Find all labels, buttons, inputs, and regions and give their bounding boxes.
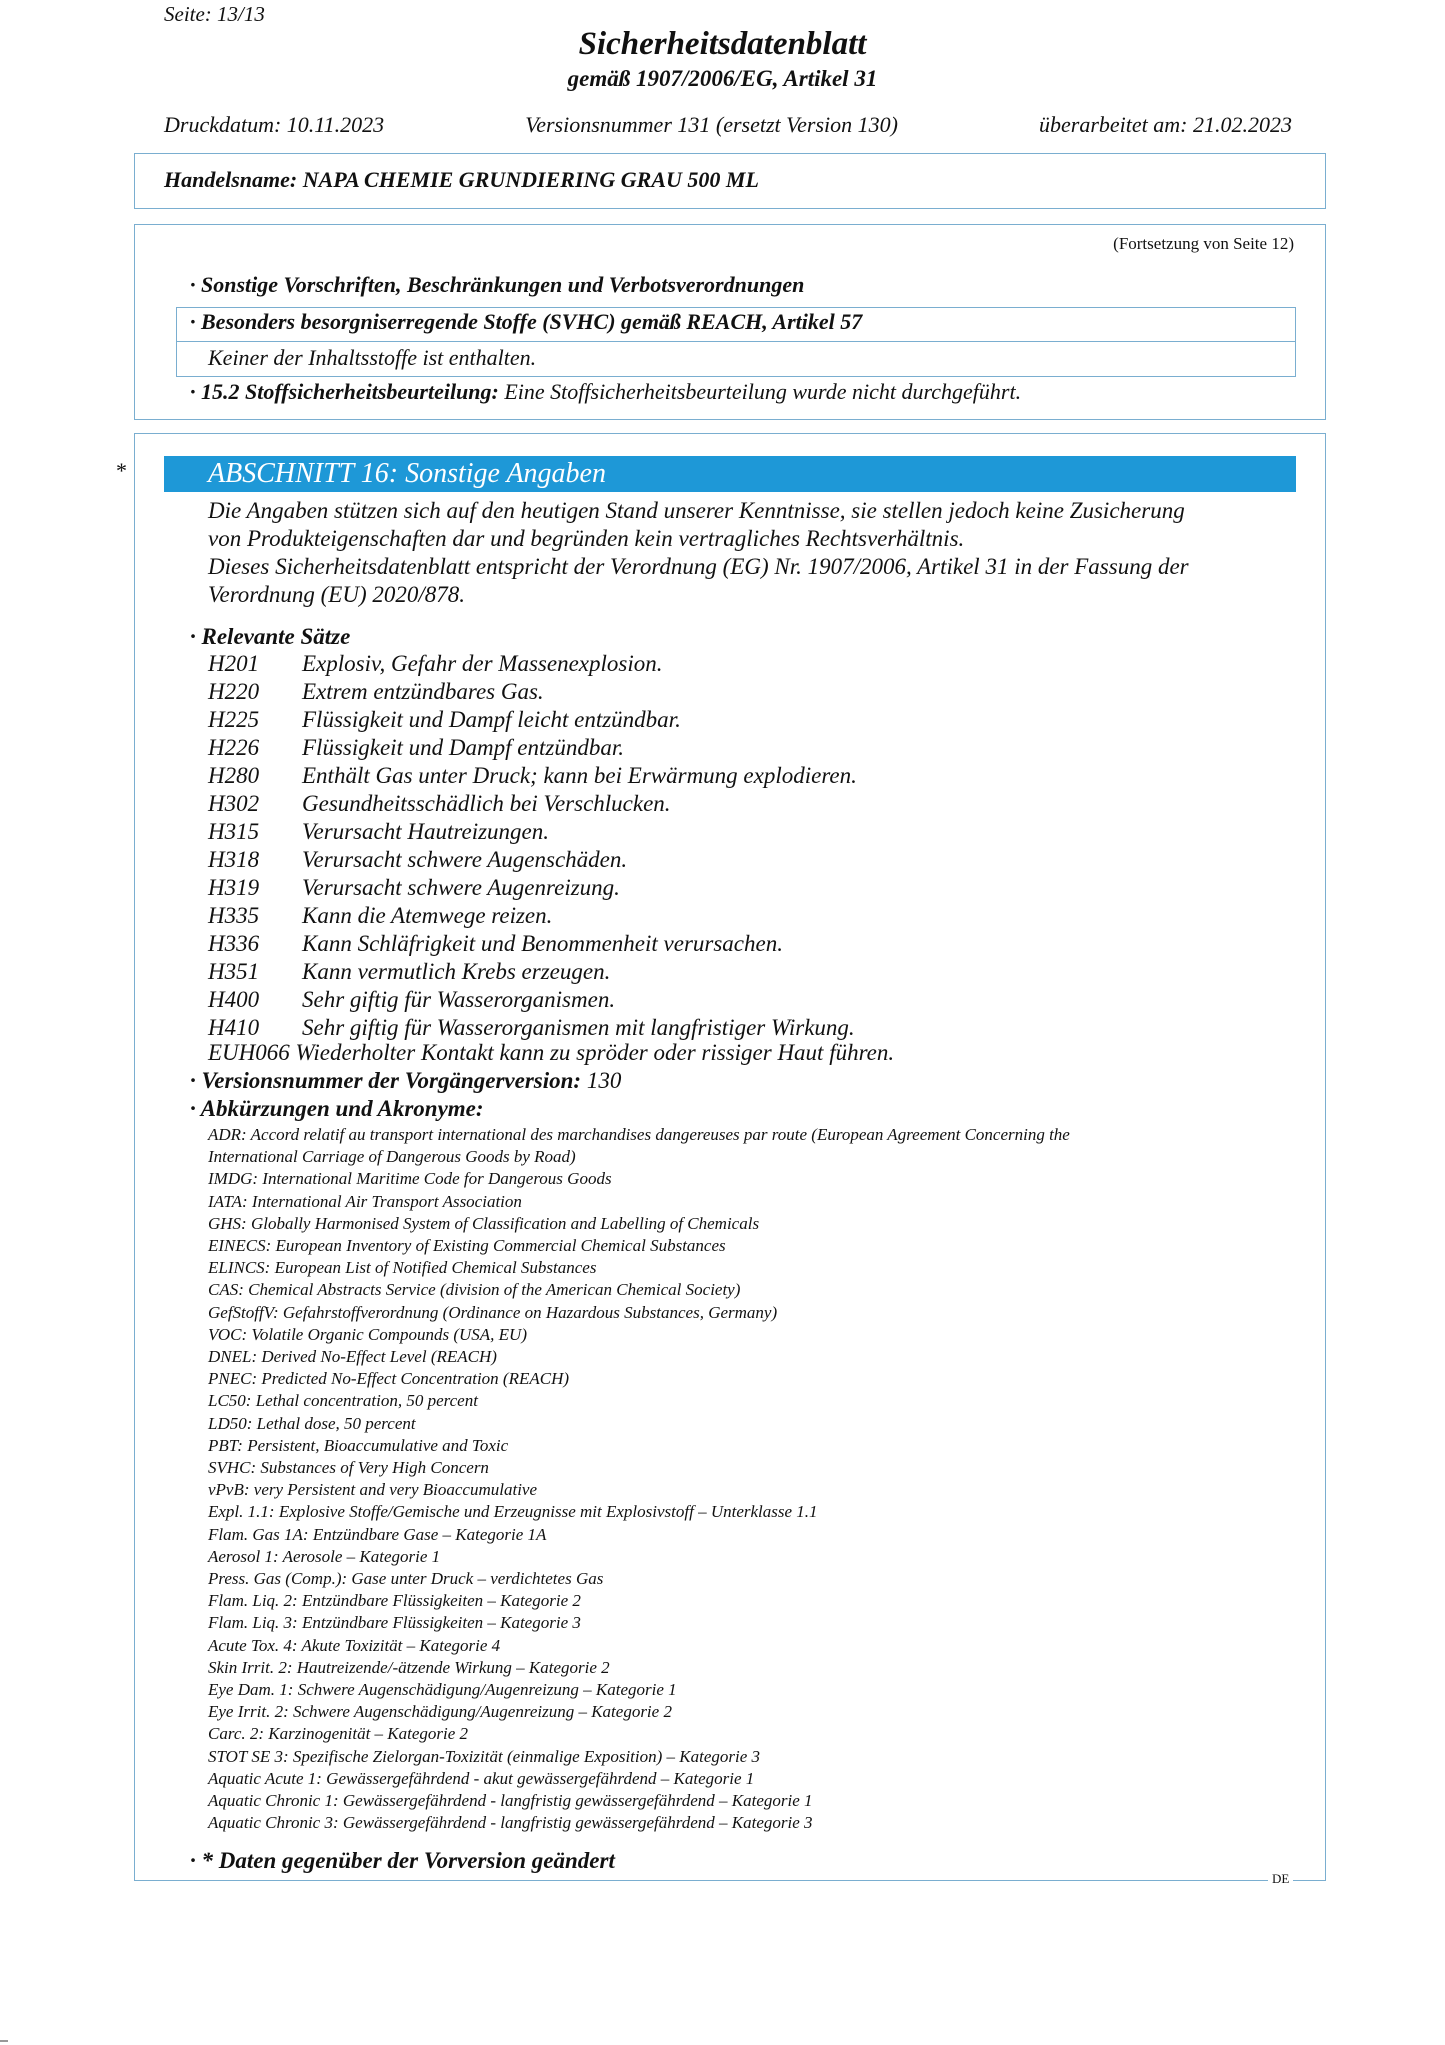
h-statement-row xyxy=(208,875,620,901)
h-statement-row xyxy=(208,931,783,957)
continued-note: (Fortsetzung von Seite 12) xyxy=(1113,234,1294,253)
abbreviation-item: VOC: Volatile Organic Compounds (USA, EU) xyxy=(208,1324,527,1344)
abbreviation-item: Eye Dam. 1: Schwere Augenschädigung/Augenreizung – Kategorie 1 xyxy=(208,1680,677,1699)
page-number: Seite: 13/13 xyxy=(164,2,265,26)
abbreviation-item: Acute Tox. 4: Akute Toxizität – Kategorie 4 xyxy=(208,1635,501,1655)
section16-title: ABSCHNITT 16: Sonstige Angaben xyxy=(208,458,606,489)
disclaimer-line-2: von Produkteigenschaften dar und begründen kein vertragliches Rechtsverhältnis. xyxy=(208,526,965,551)
previous-version-line xyxy=(190,1068,621,1094)
abbreviation-item: LC50: Lethal concentration, 50 percent xyxy=(208,1391,478,1411)
meta-row xyxy=(164,112,1292,138)
page-edge-mark xyxy=(0,2040,8,2042)
h-code: H201 xyxy=(208,651,260,676)
h-text: Kann Schläfrigkeit und Benommenheit verursachen. xyxy=(302,931,783,956)
h-code: H280 xyxy=(208,763,260,788)
h-code: H220 xyxy=(208,679,260,704)
h-statement-row xyxy=(208,651,662,677)
csa-text: Eine Stoffsicherheitsbeurteilung wurde nicht durchgeführt. xyxy=(504,379,1022,404)
document-subtitle: gemäß 1907/2006/EG, Artikel 31 xyxy=(567,66,878,91)
abbreviation-item: Eye Irrit. 2: Schwere Augenschädigung/Augenreizung – Kategorie 2 xyxy=(208,1702,672,1722)
h-text: Flüssigkeit und Dampf entzündbar. xyxy=(302,735,624,760)
h-statement-row xyxy=(208,707,681,733)
disclaimer-line-1: Die Angaben stützen sich auf den heutigen Stand unserer Kenntnisse, sie stellen jedoch keine Zusicherung xyxy=(208,498,1185,523)
trade-name: Handelsname: NAPA CHEMIE GRUNDIERING GRAU 500 ML xyxy=(164,167,759,192)
abbreviation-item: LD50: Lethal dose, 50 percent xyxy=(208,1413,416,1433)
version-number: Versionsnummer 131 (ersetzt Version 130) xyxy=(525,112,898,137)
abbreviation-item: Flam. Gas 1A: Entzündbare Gase – Kategorie 1A xyxy=(208,1524,547,1544)
abbreviation-item: CAS: Chemical Abstracts Service (division of the American Chemical Society) xyxy=(208,1280,741,1300)
abbreviation-item: DNEL: Derived No-Effect Level (REACH) xyxy=(208,1347,497,1366)
h-text: Verursacht schwere Augenreizung. xyxy=(302,875,620,900)
h-code: H319 xyxy=(208,875,260,900)
abbreviation-item: GHS: Globally Harmonised System of Classification and Labelling of Chemicals xyxy=(208,1213,760,1233)
other-regulations-heading: · Sonstige Vorschriften, Beschränkungen und Verbotsverordnungen xyxy=(190,272,805,297)
h-text: Kann die Atemwege reizen. xyxy=(302,903,553,928)
abbreviation-item: Flam. Liq. 2: Entzündbare Flüssigkeiten – Kategorie 2 xyxy=(208,1591,581,1611)
abbreviation-item: Flam. Liq. 3: Entzündbare Flüssigkeiten – Kategorie 3 xyxy=(208,1613,581,1633)
h-code: H225 xyxy=(208,707,260,732)
abbreviation-item: STOT SE 3: Spezifische Zielorgan-Toxizität (einmalige Exposition) – Kategorie 3 xyxy=(208,1746,761,1766)
abbreviation-item: ADR: Accord relatif au transport international des marchandises dangereuses par route (European Agreement Concerning the xyxy=(208,1125,1070,1144)
abbreviation-item: Press. Gas (Comp.): Gase unter Druck – verdichtetes Gas xyxy=(208,1569,604,1588)
regulation-line-2: Verordnung (EU) 2020/878. xyxy=(208,582,466,607)
h-text: Verursacht Hautreizungen. xyxy=(302,819,550,844)
abbreviation-item: PNEC: Predicted No-Effect Concentration (REACH) xyxy=(208,1369,570,1389)
h-statement-row xyxy=(208,791,671,817)
print-date: Druckdatum: 10.11.2023 xyxy=(164,112,385,137)
h-text: Explosiv, Gefahr der Massenexplosion. xyxy=(302,651,663,676)
h-text: Flüssigkeit und Dampf leicht entzündbar. xyxy=(302,707,681,732)
h-statement-row xyxy=(208,763,857,789)
h-code: H336 xyxy=(208,931,260,956)
abbreviation-item: Aquatic Chronic 3: Gewässergefährdend - langfristig gewässergefährdend – Kategorie 3 xyxy=(208,1813,813,1833)
euh066-statement: EUH066 Wiederholter Kontakt kann zu spröder oder rissiger Haut führen. xyxy=(208,1040,895,1065)
h-statement-row xyxy=(208,959,610,985)
h-statement-row xyxy=(208,819,549,845)
h-code: H302 xyxy=(208,791,260,816)
abbreviation-item: Skin Irrit. 2: Hautreizende/-ätzende Wirkung – Kategorie 2 xyxy=(208,1657,610,1677)
revision-date: überarbeitet am: 21.02.2023 xyxy=(1039,112,1292,137)
abbreviation-item: Aquatic Acute 1: Gewässergefährdend - akut gewässergefährdend – Kategorie 1 xyxy=(208,1768,755,1788)
changed-marker: * xyxy=(116,458,127,483)
h-statement-row xyxy=(208,903,552,929)
h-text: Gesundheitsschädlich bei Verschlucken. xyxy=(302,791,671,816)
abbreviation-item: ELINCS: European List of Notified Chemical Substances xyxy=(208,1258,597,1278)
language-code: DE xyxy=(1268,1871,1293,1887)
abbreviation-item: PBT: Persistent, Bioaccumulative and Toxic xyxy=(208,1435,509,1455)
h-statement-row xyxy=(208,735,624,761)
abbreviation-item: EINECS: European Inventory of Existing Commercial Chemical Substances xyxy=(208,1236,726,1255)
h-statement-row xyxy=(208,679,544,705)
regulation-line-1: Dieses Sicherheitsdatenblatt entspricht der Verordnung (EG) Nr. 1907/2006, Artikel 31 in der Fassung der xyxy=(208,554,1189,579)
abbreviation-item: IMDG: International Maritime Code for Dangerous Goods xyxy=(208,1169,612,1189)
disclaimer-paragraph xyxy=(208,497,1298,609)
abbreviations-heading: · Abkürzungen und Akronyme: xyxy=(190,1096,484,1121)
svhc-divider xyxy=(176,341,1296,342)
abbreviation-item: Carc. 2: Karzinogenität – Kategorie 2 xyxy=(208,1724,469,1744)
h-code: H410 xyxy=(208,1015,260,1040)
h-text: Sehr giftig für Wasserorganismen. xyxy=(302,987,616,1012)
abbreviation-item: GefStoffV: Gefahrstoffverordnung (Ordinance on Hazardous Substances, Germany) xyxy=(208,1302,778,1322)
abbreviation-item: IATA: International Air Transport Association xyxy=(208,1191,522,1211)
abbreviation-item: SVHC: Substances of Very High Concern xyxy=(208,1458,489,1477)
h-statement-row xyxy=(208,987,615,1013)
changed-data-note: · * Daten gegenüber der Vorversion geändert xyxy=(190,1848,615,1873)
h-text: Verursacht schwere Augenschäden. xyxy=(302,847,628,872)
h-code: H335 xyxy=(208,903,260,928)
h-code: H318 xyxy=(208,847,260,872)
csa-label: · 15.2 Stoffsicherheitsbeurteilung: xyxy=(190,379,499,404)
h-code: H400 xyxy=(208,987,260,1012)
h-text: Extrem entzündbares Gas. xyxy=(302,679,544,704)
h-text: Sehr giftig für Wasserorganismen mit langfristiger Wirkung. xyxy=(302,1015,855,1040)
h-text: Enthält Gas unter Druck; kann bei Erwärmung explodieren. xyxy=(302,763,857,788)
abbreviation-item: Expl. 1.1: Explosive Stoffe/Gemische und Erzeugnisse mit Explosivstoff – Unterklasse 1.1 xyxy=(208,1502,818,1522)
svhc-heading: · Besonders besorgniserregende Stoffe (SVHC) gemäß REACH, Artikel 57 xyxy=(190,309,863,334)
abbreviation-item: vPvB: very Persistent and very Bioaccumulative xyxy=(208,1480,538,1500)
h-statement-row xyxy=(208,847,627,873)
abbreviation-item: Aerosol 1: Aerosole – Kategorie 1 xyxy=(208,1546,441,1566)
abbreviation-item: International Carriage of Dangerous Goods by Road) xyxy=(208,1147,576,1167)
h-code: H226 xyxy=(208,735,260,760)
abbreviation-item: Aquatic Chronic 1: Gewässergefährdend - langfristig gewässergefährdend – Kategorie 1 xyxy=(208,1791,813,1810)
h-code: H351 xyxy=(208,959,260,984)
previous-version-value: 130 xyxy=(586,1068,622,1093)
document-title: Sicherheitsdatenblatt xyxy=(578,26,867,62)
h-statement-row xyxy=(208,1015,855,1041)
h-code: H315 xyxy=(208,819,260,844)
h-text: Kann vermutlich Krebs erzeugen. xyxy=(302,959,611,984)
csa-line xyxy=(190,379,1021,405)
previous-version-label: · Versionsnummer der Vorgängerversion: xyxy=(190,1068,582,1093)
svhc-text: Keiner der Inhaltsstoffe ist enthalten. xyxy=(208,345,537,370)
relevant-phrases-heading: · Relevante Sätze xyxy=(190,624,351,649)
